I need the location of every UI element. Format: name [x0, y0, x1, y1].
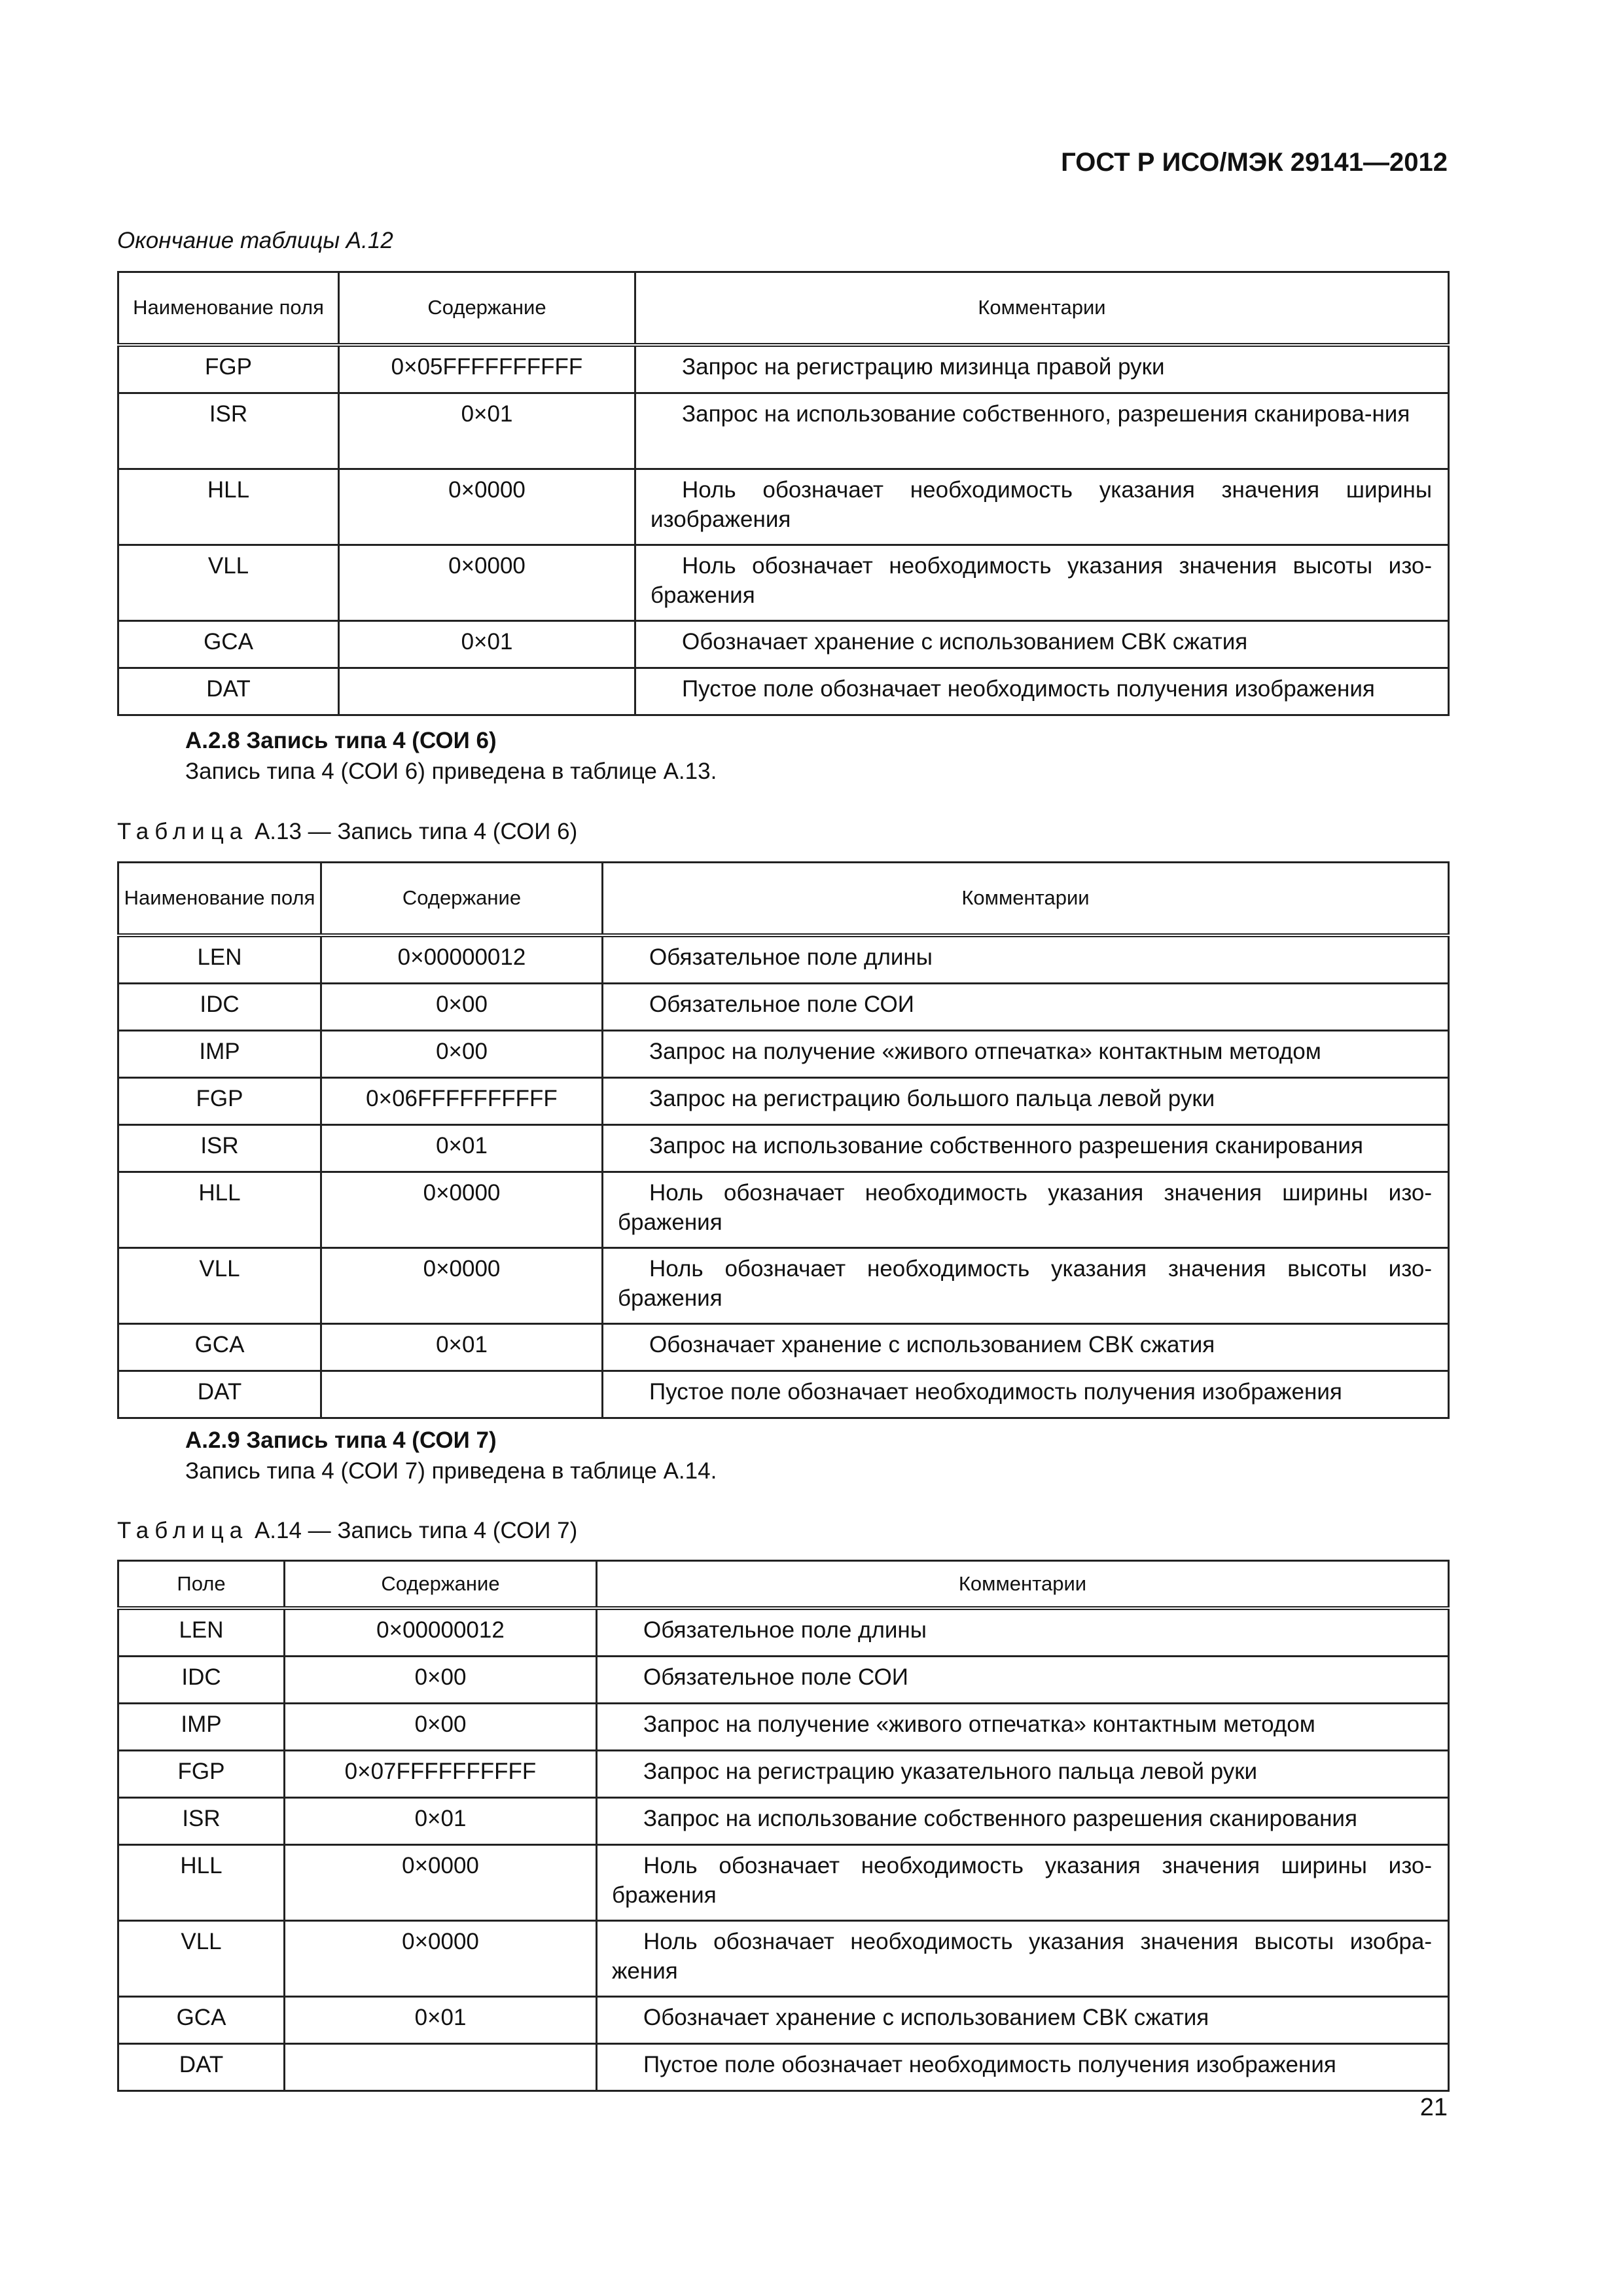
table-row [118, 1703, 1449, 1750]
field-cell: IMP [118, 1703, 285, 1750]
table-row [118, 1323, 1449, 1371]
col-header-field: Поле [118, 1561, 285, 1608]
content-cell: 0×0000 [321, 1247, 603, 1323]
col-header-comments: Комментарии [597, 1561, 1449, 1608]
content-cell: 0×00 [321, 1030, 603, 1077]
caption-text: А.14 — Запись типа 4 (СОИ 7) [248, 1518, 578, 1543]
table-row [118, 1077, 1449, 1124]
table-row [118, 1797, 1449, 1844]
field-cell: GCA [118, 1996, 285, 2043]
content-cell: 0×01 [285, 1797, 597, 1844]
section-text: Запись типа 4 (СОИ 7) приведена в таблице А.14. [185, 1458, 717, 1484]
table-row [118, 1030, 1449, 1077]
comment-cell: Запрос на использование собственного разрешения сканирования [597, 1797, 1449, 1844]
field-cell: FGP [118, 1750, 285, 1797]
content-cell: 0×01 [321, 1323, 603, 1371]
comment-cell: Ноль обозначает необходимость указания значения высоты изо-бражения [603, 1247, 1449, 1323]
table-row [118, 1920, 1449, 1996]
document-id: ГОСТ Р ИСО/МЭК 29141—2012 [1061, 148, 1448, 177]
field-cell: VLL [118, 545, 339, 620]
comment-cell: Ноль обозначает необходимость указания значения высоты изобра-жения [597, 1920, 1449, 1996]
comment-cell: Запрос на использование собственного, разрешения сканирова-ния [635, 393, 1449, 469]
comment-cell: Обозначает хранение с использованием СВК сжатия [635, 620, 1449, 668]
field-cell: IDC [118, 983, 321, 1030]
field-cell: ISR [118, 1124, 321, 1172]
content-cell: 0×0000 [339, 545, 635, 620]
table-row [118, 393, 1449, 469]
page-number: 21 [1419, 2094, 1448, 2121]
comment-cell: Пустое поле обозначает необходимость получения изображения [597, 2043, 1449, 2090]
content-cell: 0×00000012 [321, 935, 603, 984]
field-cell: HLL [118, 1844, 285, 1920]
content-cell: 0×06FFFFFFFFFF [321, 1077, 603, 1124]
table-row [118, 1844, 1449, 1920]
comment-cell: Запрос на регистрацию большого пальца левой руки [603, 1077, 1449, 1124]
field-cell: ISR [118, 393, 339, 469]
continuation-caption: Окончание таблицы А.12 [117, 228, 393, 253]
caption-text: А.13 — Запись типа 4 (СОИ 6) [248, 819, 578, 844]
table-row [118, 1172, 1449, 1247]
field-cell: VLL [118, 1247, 321, 1323]
field-cell: DAT [118, 2043, 285, 2090]
content-cell: 0×00 [321, 983, 603, 1030]
col-header-content: Содержание [285, 1561, 597, 1608]
comment-cell: Обязательное поле СОИ [597, 1656, 1449, 1703]
comment-cell: Пустое поле обозначает необходимость получения изображения [635, 668, 1449, 715]
field-cell: LEN [118, 935, 321, 984]
table-a14 [117, 1560, 1450, 2092]
comment-cell: Обязательное поле длины [603, 935, 1449, 984]
comment-cell: Обозначает хранение с использованием СВК сжатия [603, 1323, 1449, 1371]
table-row [118, 1371, 1449, 1418]
field-cell: IDC [118, 1656, 285, 1703]
content-cell [285, 2043, 597, 2090]
table-a12 [117, 271, 1450, 716]
section-heading: А.2.9 Запись типа 4 (СОИ 7) [185, 1427, 497, 1453]
table-row [118, 545, 1449, 620]
comment-cell: Запрос на использование собственного разрешения сканирования [603, 1124, 1449, 1172]
content-cell: 0×01 [339, 393, 635, 469]
content-cell: 0×0000 [285, 1844, 597, 1920]
field-cell: LEN [118, 1608, 285, 1657]
table-row [118, 668, 1449, 715]
table-a13 [117, 861, 1450, 1419]
content-cell: 0×01 [285, 1996, 597, 2043]
col-header-comments: Комментарии [635, 272, 1449, 345]
col-header-content: Содержание [321, 863, 603, 935]
field-cell: IMP [118, 1030, 321, 1077]
field-cell: FGP [118, 1077, 321, 1124]
content-cell: 0×00000012 [285, 1608, 597, 1657]
comment-cell: Обязательное поле длины [597, 1608, 1449, 1657]
comment-cell: Запрос на регистрацию мизинца правой руки [635, 345, 1449, 393]
field-cell: DAT [118, 668, 339, 715]
field-cell: GCA [118, 1323, 321, 1371]
comment-cell: Ноль обозначает необходимость указания значения ширины изо-бражения [603, 1172, 1449, 1247]
content-cell: 0×01 [321, 1124, 603, 1172]
comment-cell: Запрос на получение «живого отпечатка» контактным методом [603, 1030, 1449, 1077]
section-heading: А.2.8 Запись типа 4 (СОИ 6) [185, 728, 497, 753]
table-row [118, 345, 1449, 393]
comment-cell: Запрос на регистрацию указательного пальца левой руки [597, 1750, 1449, 1797]
content-cell [339, 668, 635, 715]
table-row [118, 1996, 1449, 2043]
content-cell: 0×0000 [321, 1172, 603, 1247]
comment-cell: Ноль обозначает необходимость указания значения высоты изо-бражения [635, 545, 1449, 620]
content-cell: 0×00 [285, 1656, 597, 1703]
field-cell: VLL [118, 1920, 285, 1996]
table-row [118, 935, 1449, 984]
section-a29 [185, 1425, 717, 1486]
content-cell [321, 1371, 603, 1418]
section-text: Запись типа 4 (СОИ 6) приведена в таблице А.13. [185, 759, 717, 784]
table-row [118, 1750, 1449, 1797]
table-row [118, 1656, 1449, 1703]
content-cell: 0×00 [285, 1703, 597, 1750]
field-cell: HLL [118, 469, 339, 545]
section-a28 [185, 725, 717, 787]
table-row [118, 1124, 1449, 1172]
table-row [118, 469, 1449, 545]
content-cell: 0×01 [339, 620, 635, 668]
caption-label: Таблица [117, 819, 249, 844]
comment-cell: Запрос на получение «живого отпечатка» контактным методом [597, 1703, 1449, 1750]
content-cell: 0×05FFFFFFFFFF [339, 345, 635, 393]
content-cell: 0×0000 [285, 1920, 597, 1996]
col-header-field: Наименование поля [118, 863, 321, 935]
comment-cell: Пустое поле обозначает необходимость получения изображения [603, 1371, 1449, 1418]
table-a14-caption [117, 1518, 577, 1544]
table-a13-caption [117, 819, 577, 845]
table-row [118, 620, 1449, 668]
table-row [118, 1608, 1449, 1657]
content-cell: 0×0000 [339, 469, 635, 545]
field-cell: GCA [118, 620, 339, 668]
comment-cell: Обязательное поле СОИ [603, 983, 1449, 1030]
table-row [118, 2043, 1449, 2090]
col-header-field: Наименование поля [118, 272, 339, 345]
caption-label: Таблица [117, 1518, 249, 1543]
table-row [118, 1247, 1449, 1323]
field-cell: ISR [118, 1797, 285, 1844]
comment-cell: Обозначает хранение с использованием СВК сжатия [597, 1996, 1449, 2043]
content-cell: 0×07FFFFFFFFFF [285, 1750, 597, 1797]
field-cell: DAT [118, 1371, 321, 1418]
field-cell: HLL [118, 1172, 321, 1247]
comment-cell: Ноль обозначает необходимость указания значения ширины изображения [635, 469, 1449, 545]
table-row [118, 983, 1449, 1030]
col-header-comments: Комментарии [603, 863, 1449, 935]
comment-cell: Ноль обозначает необходимость указания значения ширины изо-бражения [597, 1844, 1449, 1920]
col-header-content: Содержание [339, 272, 635, 345]
field-cell: FGP [118, 345, 339, 393]
